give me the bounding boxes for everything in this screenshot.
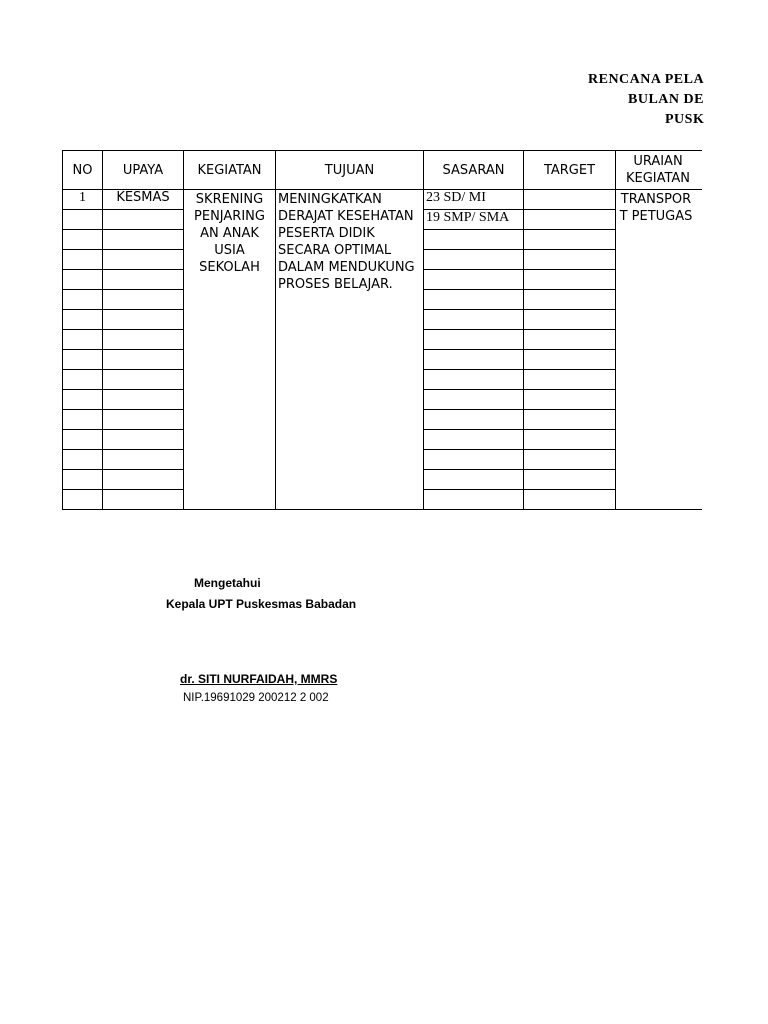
cell-upaya [103,310,184,330]
cell-target [524,290,616,310]
cell-upaya [103,470,184,490]
document-title-line-1: RENCANA PELA [588,72,705,87]
plan-table-viewport [62,150,702,518]
cell-no [63,390,103,410]
document-title-line-2: BULAN DE [628,92,704,107]
cell-no [63,210,103,230]
cell-upaya [103,330,184,350]
signature-acknowledge: Mengetahui [194,576,261,590]
cell-sasaran [424,370,524,390]
col-header-upaya: UPAYA [103,151,184,190]
cell-target [524,270,616,290]
col-header-no: NO [63,151,103,190]
cell-sasaran [424,250,524,270]
cell-target [524,410,616,430]
cell-upaya [103,350,184,370]
cell-target [524,470,616,490]
cell-upaya [103,290,184,310]
cell-no [63,450,103,470]
cell-upaya [103,410,184,430]
cell-target [524,430,616,450]
cell-target [524,490,616,510]
cell-sasaran [424,430,524,450]
cell-no [63,470,103,490]
cell-sasaran [424,410,524,430]
cell-upaya [103,430,184,450]
cell-target [524,310,616,330]
cell-target [524,450,616,470]
cell-no [63,430,103,450]
cell-upaya [103,230,184,250]
cell-sasaran [424,290,524,310]
cell-target [524,390,616,410]
cell-upaya [103,250,184,270]
cell-upaya [103,370,184,390]
cell-sasaran [424,490,524,510]
cell-sasaran [424,310,524,330]
cell-target [524,190,616,210]
cell-no [63,330,103,350]
cell-upaya: KESMAS [103,190,184,210]
cell-target [524,370,616,390]
cell-sasaran [424,270,524,290]
cell-no [63,370,103,390]
cell-no [63,270,103,290]
signatory-nip: NIP.19691029 200212 2 002 [183,692,329,704]
cell-no [63,310,103,330]
table-header-row [63,151,703,190]
col-header-uraian: URAIAN KEGIATAN [616,151,703,190]
cell-target [524,230,616,250]
cell-no: 1 [63,190,103,210]
cell-target [524,250,616,270]
signatory-name: dr. SITI NURFAIDAH, MMRS [180,672,338,686]
cell-no [63,290,103,310]
plan-table [62,150,702,510]
signature-position: Kepala UPT Puskesmas Babadan [166,597,357,611]
cell-no [63,410,103,430]
cell-upaya [103,490,184,510]
document-title-line-3: PUSK [665,112,705,127]
cell-target [524,350,616,370]
cell-sasaran [424,330,524,350]
cell-sasaran [424,470,524,490]
cell-upaya [103,270,184,290]
cell-no [63,230,103,250]
cell-sasaran: 19 SMP/ SMA [424,210,524,230]
cell-sasaran [424,350,524,370]
cell-upaya [103,210,184,230]
cell-uraian: TRANSPOR T PETUGAS [616,190,703,510]
cell-target [524,330,616,350]
cell-upaya [103,390,184,410]
cell-sasaran: 23 SD/ MI [424,190,524,210]
cell-target [524,210,616,230]
cell-tujuan: MENINGKATKAN DERAJAT KESEHATAN PESERTA DIDIK SECARA OPTIMAL DALAM MENDUKUNG PROSES BELAJAR. [276,190,424,510]
cell-no [63,490,103,510]
table-row [63,190,703,210]
cell-no [63,350,103,370]
cell-no [63,250,103,270]
cell-upaya [103,450,184,470]
cell-kegiatan: SKRENING PENJARING AN ANAK USIA SEKOLAH [184,190,276,510]
col-header-sasaran: SASARAN [424,151,524,190]
col-header-tujuan: TUJUAN [276,151,424,190]
cell-sasaran [424,450,524,470]
col-header-kegiatan: KEGIATAN [184,151,276,190]
cell-sasaran [424,390,524,410]
cell-sasaran [424,230,524,250]
col-header-target: TARGET [524,151,616,190]
